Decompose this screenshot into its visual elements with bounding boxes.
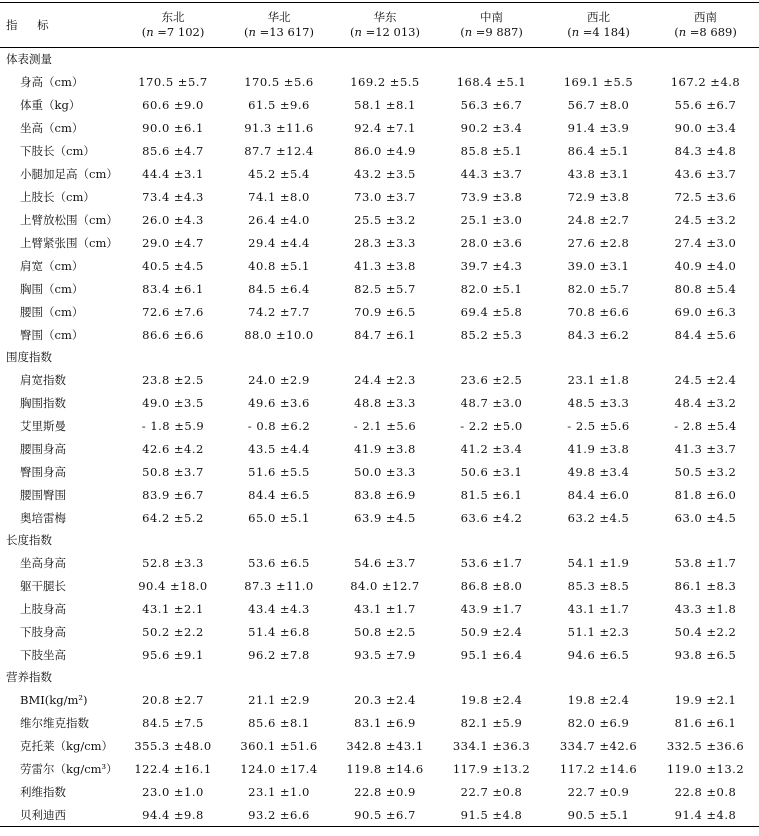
table-cell: 51.1 ±2.3 xyxy=(567,624,630,639)
row-label: 坐高（cm） xyxy=(20,120,84,135)
table-cell: 83.9 ±6.7 xyxy=(142,487,204,502)
table-cell: 44.4 ±3.1 xyxy=(142,166,204,181)
row-label: 上肢长（cm） xyxy=(20,189,95,204)
table-cell: 65.0 ±5.1 xyxy=(248,510,310,525)
table-row xyxy=(0,734,759,757)
region-sample-size xyxy=(545,25,652,40)
table-cell: 84.5 ±6.4 xyxy=(248,281,310,296)
table-cell: 28.0 ±3.6 xyxy=(460,235,523,250)
table-cell: 94.4 ±9.8 xyxy=(120,803,226,827)
region-name: 西北 xyxy=(587,10,610,24)
table-cell: 40.5 ±4.5 xyxy=(142,258,204,273)
table-cell: 360.1 ±51.6 xyxy=(240,738,318,753)
table-row xyxy=(0,483,759,506)
table-cell: 87.3 ±11.0 xyxy=(244,578,314,593)
table-cell: 43.9 ±1.7 xyxy=(460,601,523,616)
table-cell: - 2.8 ±5.4 xyxy=(674,418,737,433)
region-sample-size xyxy=(438,25,545,40)
table-cell: 82.0 ±5.1 xyxy=(460,281,523,296)
table-cell: 85.3 ±8.5 xyxy=(567,578,630,593)
table-cell: 43.1 ±1.7 xyxy=(567,601,630,616)
table-cell: 95.6 ±9.1 xyxy=(142,647,204,662)
table-cell: 23.6 ±2.5 xyxy=(460,372,523,387)
table-cell: 43.4 ±4.3 xyxy=(248,601,310,616)
table-cell: 24.4 ±2.3 xyxy=(354,372,416,387)
table-cell: 50.8 ±3.7 xyxy=(142,464,204,479)
table-cell: 84.3 ±6.2 xyxy=(567,327,630,342)
row-label: 克托莱（kg/cm） xyxy=(20,738,114,753)
table-cell: 72.5 ±3.6 xyxy=(674,189,737,204)
table-cell: 23.1 ±1.0 xyxy=(248,784,310,799)
table-row xyxy=(0,391,759,414)
table-row xyxy=(0,368,759,391)
table-cell: 93.5 ±7.9 xyxy=(354,647,416,662)
table-cell: 60.6 ±9.0 xyxy=(142,97,204,112)
row-label: 利维指数 xyxy=(20,784,66,799)
table-cell: 48.8 ±3.3 xyxy=(354,395,416,410)
table-row xyxy=(0,162,759,185)
table-cell: 39.0 ±3.1 xyxy=(567,258,630,273)
region-sample-size xyxy=(120,25,226,40)
table-cell: 81.8 ±6.0 xyxy=(674,487,737,502)
row-label: 劳雷尔（kg/cm³） xyxy=(20,761,118,776)
table-cell: 50.8 ±2.5 xyxy=(354,624,416,639)
region-name: 东北 xyxy=(161,10,185,24)
table-cell: 58.1 ±8.1 xyxy=(354,97,416,112)
sample-size-value: =7 102) xyxy=(153,25,205,39)
table-cell: 54.1 ±1.9 xyxy=(567,555,630,570)
table-cell: 85.6 ±4.7 xyxy=(142,143,204,158)
table-row xyxy=(0,139,759,162)
row-label: 小腿加足高（cm） xyxy=(20,166,118,181)
table-cell: 70.8 ±6.6 xyxy=(567,304,630,319)
row-label: 臀围身高 xyxy=(20,464,66,479)
table-cell: 90.0 ±6.1 xyxy=(142,120,204,135)
row-label: 艾里斯曼 xyxy=(20,418,66,433)
table-cell: 73.0 ±3.7 xyxy=(354,189,416,204)
region-sample-size xyxy=(652,25,759,40)
table-row xyxy=(0,231,759,254)
table-row xyxy=(0,711,759,734)
table-row xyxy=(0,300,759,323)
table-cell: 50.4 ±2.2 xyxy=(674,624,737,639)
table-cell: 54.6 ±3.7 xyxy=(354,555,416,570)
table-cell: 83.1 ±6.9 xyxy=(354,715,416,730)
table-row xyxy=(0,323,759,346)
table-cell: 27.4 ±3.0 xyxy=(674,235,737,250)
region-column-header xyxy=(120,3,226,48)
table-cell: 64.2 ±5.2 xyxy=(142,510,204,525)
table-cell: 50.0 ±3.3 xyxy=(354,464,416,479)
table-cell: 39.7 ±4.3 xyxy=(460,258,523,273)
table-cell: 63.9 ±4.5 xyxy=(354,510,416,525)
table-cell: 52.8 ±3.3 xyxy=(142,555,204,570)
table-cell: 53.8 ±1.7 xyxy=(674,555,737,570)
region-sample-size xyxy=(332,25,438,40)
table-cell: 73.4 ±4.3 xyxy=(142,189,204,204)
table-cell: 43.1 ±2.1 xyxy=(142,601,204,616)
table-cell: 88.0 ±10.0 xyxy=(244,327,314,342)
table-cell: 86.4 ±5.1 xyxy=(567,143,630,158)
table-cell: 45.2 ±5.4 xyxy=(248,166,310,181)
sample-size-open-paren: ( xyxy=(141,25,147,39)
section-header-row xyxy=(0,346,759,368)
table-cell: 49.6 ±3.6 xyxy=(248,395,310,410)
table-cell: 82.5 ±5.7 xyxy=(354,281,416,296)
table-cell: 51.6 ±5.5 xyxy=(248,464,310,479)
table-cell: 82.1 ±5.9 xyxy=(460,715,523,730)
sample-size-value: =13 617) xyxy=(255,25,314,39)
table-cell: 43.2 ±3.5 xyxy=(354,166,416,181)
table-row xyxy=(0,688,759,711)
region-column-header xyxy=(332,3,438,48)
table-cell: 43.3 ±1.8 xyxy=(674,601,737,616)
table-cell: 48.7 ±3.0 xyxy=(460,395,523,410)
row-label: 腰围身高 xyxy=(20,441,66,456)
section-title: 长度指数 xyxy=(6,533,52,547)
row-label: 上臂放松围（cm） xyxy=(20,212,118,227)
table-cell: 50.2 ±2.2 xyxy=(142,624,204,639)
table-row xyxy=(0,460,759,483)
table-row xyxy=(0,414,759,437)
table-cell: 20.3 ±2.4 xyxy=(354,692,416,707)
table-cell: - 2.2 ±5.0 xyxy=(460,418,523,433)
table-cell: 20.8 ±2.7 xyxy=(142,692,204,707)
table-cell: 29.4 ±4.4 xyxy=(248,235,310,250)
table-row xyxy=(0,70,759,93)
table-cell: 43.6 ±3.7 xyxy=(674,166,737,181)
table-cell: 84.4 ±6.5 xyxy=(248,487,310,502)
table-cell: 26.0 ±4.3 xyxy=(142,212,204,227)
table-cell: 91.4 ±3.9 xyxy=(567,120,630,135)
table-cell: - 2.5 ±5.6 xyxy=(567,418,630,433)
row-label: BMI(kg/m²) xyxy=(20,692,88,707)
table-cell: 93.8 ±6.5 xyxy=(674,647,737,662)
sample-size-value: =9 887) xyxy=(472,25,523,39)
table-cell: 72.6 ±7.6 xyxy=(142,304,204,319)
table-row xyxy=(0,93,759,116)
table-cell: 41.2 ±3.4 xyxy=(460,441,523,456)
table-cell: 168.4 ±5.1 xyxy=(456,74,527,89)
table-cell: 25.1 ±3.0 xyxy=(460,212,523,227)
table-row xyxy=(0,185,759,208)
table-cell: 334.7 ±42.6 xyxy=(559,738,638,753)
section-title: 围度指数 xyxy=(6,350,52,364)
table-cell: 40.9 ±4.0 xyxy=(674,258,737,273)
table-row xyxy=(0,437,759,460)
section-title: 体表测量 xyxy=(6,52,52,66)
table-cell: 48.4 ±3.2 xyxy=(674,395,737,410)
table-cell: 81.5 ±6.1 xyxy=(460,487,523,502)
sample-size-symbol: n xyxy=(678,25,687,39)
table-row xyxy=(0,574,759,597)
table-cell: 74.2 ±7.7 xyxy=(248,304,310,319)
table-cell: 22.7 ±0.9 xyxy=(567,784,630,799)
table-cell: 342.8 ±43.1 xyxy=(346,738,424,753)
sample-size-open-paren: ( xyxy=(567,25,572,39)
table-cell: 23.1 ±1.8 xyxy=(567,372,630,387)
table-cell: 84.7 ±6.1 xyxy=(354,327,416,342)
table-cell: 19.9 ±2.1 xyxy=(674,692,737,707)
row-label: 奥培雷梅 xyxy=(20,510,66,525)
region-column-header xyxy=(652,3,759,48)
row-label: 胸围指数 xyxy=(20,395,66,410)
table-cell: 117.2 ±14.6 xyxy=(559,761,638,776)
table-cell: 334.1 ±36.3 xyxy=(452,738,531,753)
table-cell: 169.1 ±5.5 xyxy=(563,74,634,89)
table-cell: 119.8 ±14.6 xyxy=(346,761,424,776)
table-cell: 82.0 ±6.9 xyxy=(567,715,630,730)
row-label: 身高（cm） xyxy=(20,74,84,89)
table-cell: 40.8 ±5.1 xyxy=(248,258,310,273)
table-cell: 26.4 ±4.0 xyxy=(248,212,310,227)
table-cell: 63.2 ±4.5 xyxy=(567,510,630,525)
sample-size-open-paren: ( xyxy=(244,25,249,39)
sample-size-value: =12 013) xyxy=(361,25,420,39)
sample-size-symbol: n xyxy=(464,25,473,39)
indicator-column-header: 指 标 xyxy=(0,3,120,48)
table-cell: 55.6 ±6.7 xyxy=(674,97,737,112)
row-label: 胸围（cm） xyxy=(20,281,84,296)
region-sample-size xyxy=(226,25,332,40)
table-cell: 50.6 ±3.1 xyxy=(460,464,523,479)
region-column-header xyxy=(226,3,332,48)
row-label: 下肢长（cm） xyxy=(20,143,95,158)
table-cell: 29.0 ±4.7 xyxy=(142,235,204,250)
region-column-header xyxy=(545,3,652,48)
row-label: 贝利迪西 xyxy=(0,803,120,827)
table-cell: 23.0 ±1.0 xyxy=(142,784,204,799)
table-cell: 84.4 ±6.0 xyxy=(567,487,630,502)
table-cell: - 2.1 ±5.6 xyxy=(353,418,417,433)
table-cell: 85.6 ±8.1 xyxy=(248,715,310,730)
sample-size-symbol: n xyxy=(571,25,580,39)
table-cell: 28.3 ±3.3 xyxy=(354,235,416,250)
table-cell: 24.5 ±2.4 xyxy=(674,372,737,387)
table-cell: 119.0 ±13.2 xyxy=(666,761,745,776)
table-cell: 48.5 ±3.3 xyxy=(567,395,630,410)
section-header-row xyxy=(0,666,759,688)
table-cell: 90.2 ±3.4 xyxy=(460,120,523,135)
table-row xyxy=(0,277,759,300)
table-cell: 74.1 ±8.0 xyxy=(248,189,310,204)
table-cell: 63.6 ±4.2 xyxy=(460,510,523,525)
table-row xyxy=(0,551,759,574)
table-cell: 91.4 ±4.8 xyxy=(652,803,759,827)
table-cell: 167.2 ±4.8 xyxy=(670,74,741,89)
table-cell: 117.9 ±13.2 xyxy=(452,761,531,776)
table-cell: 56.3 ±6.7 xyxy=(460,97,523,112)
section-header-row xyxy=(0,529,759,551)
table-cell: 91.5 ±4.8 xyxy=(438,803,545,827)
table-cell: 24.0 ±2.9 xyxy=(248,372,310,387)
table-cell: 91.3 ±11.6 xyxy=(244,120,314,135)
table-cell: 170.5 ±5.6 xyxy=(244,74,314,89)
table-cell: 84.4 ±5.6 xyxy=(674,327,737,342)
table-cell: 332.5 ±36.6 xyxy=(666,738,745,753)
row-label: 肩宽（cm） xyxy=(20,258,84,273)
table-cell: 90.5 ±6.7 xyxy=(332,803,438,827)
section-header-row xyxy=(0,48,759,71)
region-name: 华北 xyxy=(267,10,291,24)
table-cell: 61.5 ±9.6 xyxy=(248,97,310,112)
table-cell: 41.3 ±3.7 xyxy=(674,441,737,456)
table-cell: 49.8 ±3.4 xyxy=(567,464,630,479)
table-cell: 42.6 ±4.2 xyxy=(142,441,204,456)
table-cell: 95.1 ±6.4 xyxy=(460,647,523,662)
row-label: 腰围（cm） xyxy=(20,304,84,319)
table-cell: 53.6 ±6.5 xyxy=(248,555,310,570)
row-label: 体重（kg） xyxy=(20,97,81,112)
row-label: 上臂紧张围（cm） xyxy=(20,235,118,250)
table-cell: 84.3 ±4.8 xyxy=(674,143,737,158)
row-label: 下肢身高 xyxy=(20,624,66,639)
row-label: 腰围臀围 xyxy=(20,487,66,502)
table-cell: 51.4 ±6.8 xyxy=(248,624,310,639)
table-cell: 19.8 ±2.4 xyxy=(567,692,630,707)
table-cell: 85.8 ±5.1 xyxy=(460,143,523,158)
table-cell: 44.3 ±3.7 xyxy=(460,166,523,181)
table-cell: - 0.8 ±6.2 xyxy=(247,418,311,433)
table-row xyxy=(0,506,759,529)
table-cell: 43.1 ±1.7 xyxy=(354,601,416,616)
table-cell: 86.6 ±6.6 xyxy=(142,327,204,342)
table-cell: 41.9 ±3.8 xyxy=(567,441,630,456)
region-name: 西南 xyxy=(694,10,717,24)
table-cell: 83.8 ±6.9 xyxy=(354,487,416,502)
table-cell: 96.2 ±7.8 xyxy=(248,647,310,662)
table-cell: 27.6 ±2.8 xyxy=(567,235,630,250)
table-cell: 50.9 ±2.4 xyxy=(460,624,523,639)
region-name: 华东 xyxy=(373,10,397,24)
table-row xyxy=(0,780,759,803)
table-cell: 81.6 ±6.1 xyxy=(674,715,737,730)
table-cell: 69.4 ±5.8 xyxy=(460,304,523,319)
table-row xyxy=(0,803,759,827)
table-cell: 124.0 ±17.4 xyxy=(240,761,318,776)
table-cell: 80.8 ±5.4 xyxy=(674,281,737,296)
table-cell: 85.2 ±5.3 xyxy=(460,327,523,342)
sample-size-open-paren: ( xyxy=(460,25,465,39)
table-cell: 82.0 ±5.7 xyxy=(567,281,630,296)
table-cell: 63.0 ±4.5 xyxy=(674,510,737,525)
anthropometric-table xyxy=(0,2,759,827)
table-cell: 43.5 ±4.4 xyxy=(248,441,310,456)
table-cell: 21.1 ±2.9 xyxy=(248,692,310,707)
table-cell: 50.5 ±3.2 xyxy=(674,464,737,479)
table-cell: 169.2 ±5.5 xyxy=(350,74,420,89)
sample-size-value: =4 184) xyxy=(579,25,630,39)
sample-size-open-paren: ( xyxy=(674,25,679,39)
table-cell: 24.8 ±2.7 xyxy=(567,212,630,227)
table-cell: 90.0 ±3.4 xyxy=(674,120,737,135)
table-cell: 93.2 ±6.6 xyxy=(226,803,332,827)
row-label: 肩宽指数 xyxy=(20,372,66,387)
table-row xyxy=(0,254,759,277)
table-cell: 84.0 ±12.7 xyxy=(350,578,420,593)
table-row xyxy=(0,597,759,620)
table-cell: 83.4 ±6.1 xyxy=(142,281,204,296)
table-cell: 70.9 ±6.5 xyxy=(354,304,416,319)
section-title: 营养指数 xyxy=(6,670,52,684)
table-row xyxy=(0,757,759,780)
table-row xyxy=(0,643,759,666)
table-cell: - 1.8 ±5.9 xyxy=(141,418,205,433)
row-label: 臀围（cm） xyxy=(20,327,84,342)
table-cell: 86.1 ±8.3 xyxy=(674,578,737,593)
table-cell: 22.8 ±0.9 xyxy=(354,784,416,799)
table-cell: 22.7 ±0.8 xyxy=(460,784,523,799)
row-label: 上肢身高 xyxy=(20,601,66,616)
sample-size-symbol: n xyxy=(146,25,154,39)
table-cell: 43.8 ±3.1 xyxy=(567,166,630,181)
sample-size-open-paren: ( xyxy=(350,25,355,39)
table-cell: 86.0 ±4.9 xyxy=(354,143,416,158)
table-cell: 56.7 ±8.0 xyxy=(567,97,630,112)
table-row xyxy=(0,116,759,139)
sample-size-value: =8 689) xyxy=(686,25,737,39)
table-cell: 41.3 ±3.8 xyxy=(354,258,416,273)
table-cell: 90.4 ±18.0 xyxy=(138,578,208,593)
table-cell: 87.7 ±12.4 xyxy=(244,143,314,158)
table-cell: 25.5 ±3.2 xyxy=(354,212,416,227)
sample-size-symbol: n xyxy=(354,25,362,39)
table-cell: 41.9 ±3.8 xyxy=(354,441,416,456)
region-name: 中南 xyxy=(480,10,503,24)
table-cell: 22.8 ±0.8 xyxy=(674,784,737,799)
table-cell: 90.5 ±5.1 xyxy=(545,803,652,827)
table-cell: 24.5 ±3.2 xyxy=(674,212,737,227)
region-column-header xyxy=(438,3,545,48)
table-cell: 49.0 ±3.5 xyxy=(142,395,204,410)
table-row xyxy=(0,208,759,231)
sample-size-symbol: n xyxy=(248,25,256,39)
table-cell: 23.8 ±2.5 xyxy=(142,372,204,387)
table-cell: 92.4 ±7.1 xyxy=(354,120,416,135)
row-label: 维尔维克指数 xyxy=(20,715,89,730)
table-cell: 86.8 ±8.0 xyxy=(460,578,523,593)
table-cell: 84.5 ±7.5 xyxy=(142,715,204,730)
table-cell: 19.8 ±2.4 xyxy=(460,692,523,707)
table-cell: 69.0 ±6.3 xyxy=(674,304,737,319)
table-cell: 355.3 ±48.0 xyxy=(134,738,212,753)
table-cell: 73.9 ±3.8 xyxy=(460,189,523,204)
row-label: 坐高身高 xyxy=(20,555,66,570)
table-cell: 72.9 ±3.8 xyxy=(567,189,630,204)
table-cell: 53.6 ±1.7 xyxy=(460,555,523,570)
table-cell: 94.6 ±6.5 xyxy=(567,647,630,662)
row-label: 下肢坐高 xyxy=(20,647,66,662)
table-cell: 170.5 ±5.7 xyxy=(138,74,208,89)
row-label: 躯干腿长 xyxy=(20,578,66,593)
table-row xyxy=(0,620,759,643)
table-cell: 122.4 ±16.1 xyxy=(134,761,212,776)
table-header-row xyxy=(0,3,759,48)
